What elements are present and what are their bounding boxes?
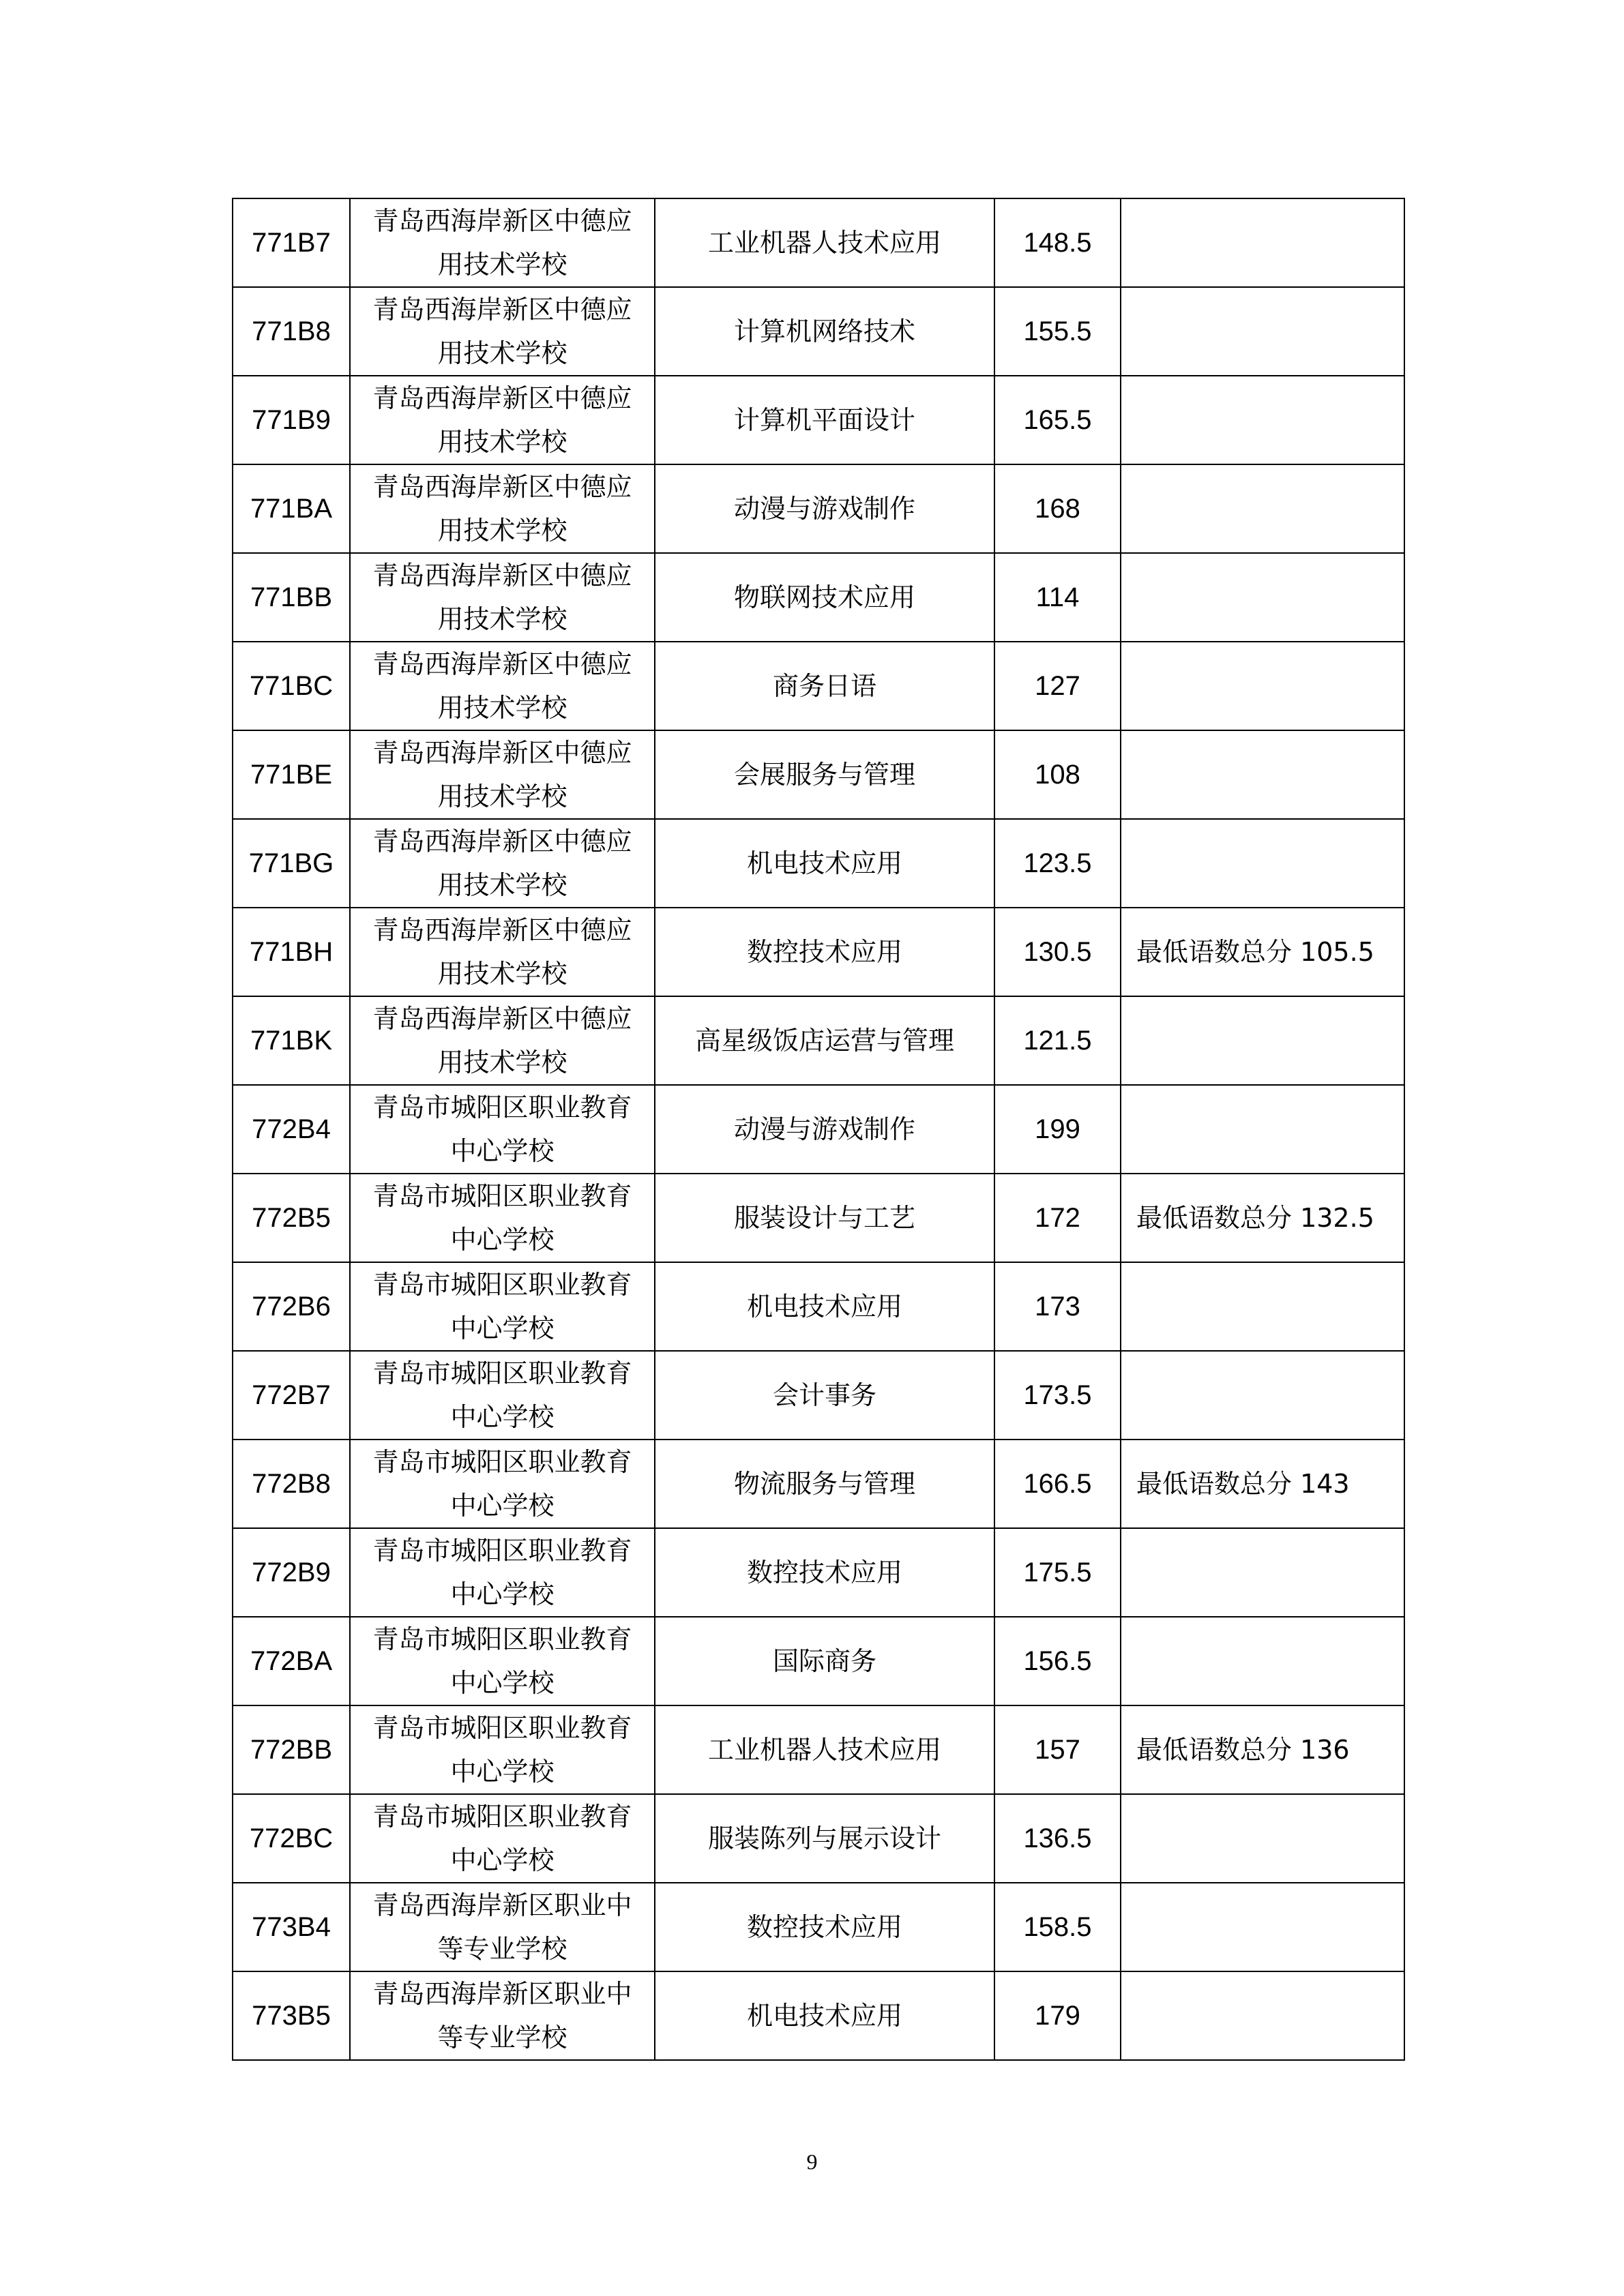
cell-code: 771BK xyxy=(233,996,350,1085)
cell-note: 最低语数总分 132.5 xyxy=(1121,1174,1404,1262)
cell-major: 服装陈列与展示设计 xyxy=(655,1794,994,1883)
table-row xyxy=(233,1528,1404,1617)
cell-note xyxy=(1121,198,1404,287)
table-row xyxy=(233,908,1404,996)
cell-min-score: 172 xyxy=(994,1174,1121,1262)
table-row xyxy=(233,819,1404,908)
cell-major: 数控技术应用 xyxy=(655,1528,994,1617)
table-body xyxy=(233,198,1404,2060)
cell-school: 青岛西海岸新区职业中等专业学校 xyxy=(350,1883,655,1971)
cell-code: 772B8 xyxy=(233,1440,350,1528)
cell-major: 动漫与游戏制作 xyxy=(655,1085,994,1174)
cell-school: 青岛西海岸新区中德应用技术学校 xyxy=(350,287,655,376)
cell-note xyxy=(1121,464,1404,553)
cell-major: 会计事务 xyxy=(655,1351,994,1440)
cell-school: 青岛西海岸新区中德应用技术学校 xyxy=(350,730,655,819)
table-row xyxy=(233,198,1404,287)
cell-code: 771B7 xyxy=(233,198,350,287)
cell-note xyxy=(1121,1085,1404,1174)
cell-school: 青岛西海岸新区中德应用技术学校 xyxy=(350,819,655,908)
cell-note xyxy=(1121,996,1404,1085)
cell-code: 772B6 xyxy=(233,1262,350,1351)
cell-major: 商务日语 xyxy=(655,642,994,730)
table-row xyxy=(233,1617,1404,1705)
table-row xyxy=(233,1174,1404,1262)
cell-major: 工业机器人技术应用 xyxy=(655,1705,994,1794)
cell-min-score: 158.5 xyxy=(994,1883,1121,1971)
cell-code: 772B9 xyxy=(233,1528,350,1617)
cell-code: 772B4 xyxy=(233,1085,350,1174)
cell-note xyxy=(1121,1617,1404,1705)
cell-min-score: 166.5 xyxy=(994,1440,1121,1528)
cell-note xyxy=(1121,1971,1404,2060)
cell-code: 771B8 xyxy=(233,287,350,376)
cell-min-score: 123.5 xyxy=(994,819,1121,908)
cell-code: 772B5 xyxy=(233,1174,350,1262)
cell-note xyxy=(1121,642,1404,730)
cell-note xyxy=(1121,1794,1404,1883)
cell-major: 计算机网络技术 xyxy=(655,287,994,376)
cell-note xyxy=(1121,1528,1404,1617)
table-row xyxy=(233,642,1404,730)
cell-school: 青岛市城阳区职业教育中心学校 xyxy=(350,1351,655,1440)
page-number: 9 xyxy=(806,2149,818,2174)
cell-code: 772BA xyxy=(233,1617,350,1705)
cell-min-score: 155.5 xyxy=(994,287,1121,376)
cell-major: 服装设计与工艺 xyxy=(655,1174,994,1262)
cell-note: 最低语数总分 136 xyxy=(1121,1705,1404,1794)
cell-major: 物流服务与管理 xyxy=(655,1440,994,1528)
table-row xyxy=(233,1883,1404,1971)
table-row xyxy=(233,287,1404,376)
cell-min-score: 130.5 xyxy=(994,908,1121,996)
cell-code: 772BC xyxy=(233,1794,350,1883)
cell-school: 青岛市城阳区职业教育中心学校 xyxy=(350,1617,655,1705)
cell-note xyxy=(1121,553,1404,642)
cell-min-score: 199 xyxy=(994,1085,1121,1174)
table-row xyxy=(233,730,1404,819)
cell-min-score: 156.5 xyxy=(994,1617,1121,1705)
cell-code: 771BH xyxy=(233,908,350,996)
cell-school: 青岛西海岸新区职业中等专业学校 xyxy=(350,1971,655,2060)
cell-note xyxy=(1121,730,1404,819)
table-row xyxy=(233,996,1404,1085)
cell-min-score: 173 xyxy=(994,1262,1121,1351)
cell-school: 青岛西海岸新区中德应用技术学校 xyxy=(350,642,655,730)
table-row xyxy=(233,1705,1404,1794)
cell-school: 青岛市城阳区职业教育中心学校 xyxy=(350,1794,655,1883)
cell-note xyxy=(1121,1351,1404,1440)
cell-note xyxy=(1121,287,1404,376)
cell-major: 机电技术应用 xyxy=(655,1971,994,2060)
cell-school: 青岛西海岸新区中德应用技术学校 xyxy=(350,908,655,996)
cell-note xyxy=(1121,1262,1404,1351)
cell-major: 工业机器人技术应用 xyxy=(655,198,994,287)
cell-code: 771BA xyxy=(233,464,350,553)
cell-major: 计算机平面设计 xyxy=(655,376,994,464)
cell-major: 高星级饭店运营与管理 xyxy=(655,996,994,1085)
cell-code: 771BB xyxy=(233,553,350,642)
cell-code: 771BE xyxy=(233,730,350,819)
cell-note xyxy=(1121,819,1404,908)
cell-code: 771BG xyxy=(233,819,350,908)
table-row xyxy=(233,464,1404,553)
cell-school: 青岛西海岸新区中德应用技术学校 xyxy=(350,996,655,1085)
cell-major: 数控技术应用 xyxy=(655,1883,994,1971)
cell-school: 青岛市城阳区职业教育中心学校 xyxy=(350,1528,655,1617)
cell-major: 国际商务 xyxy=(655,1617,994,1705)
admission-score-table xyxy=(232,198,1405,2061)
cell-code: 771BC xyxy=(233,642,350,730)
cell-school: 青岛市城阳区职业教育中心学校 xyxy=(350,1174,655,1262)
cell-min-score: 173.5 xyxy=(994,1351,1121,1440)
cell-min-score: 127 xyxy=(994,642,1121,730)
cell-school: 青岛市城阳区职业教育中心学校 xyxy=(350,1705,655,1794)
cell-major: 机电技术应用 xyxy=(655,1262,994,1351)
cell-school: 青岛西海岸新区中德应用技术学校 xyxy=(350,376,655,464)
cell-code: 773B4 xyxy=(233,1883,350,1971)
cell-code: 773B5 xyxy=(233,1971,350,2060)
cell-code: 772BB xyxy=(233,1705,350,1794)
table-row xyxy=(233,376,1404,464)
cell-school: 青岛市城阳区职业教育中心学校 xyxy=(350,1262,655,1351)
cell-school: 青岛市城阳区职业教育中心学校 xyxy=(350,1440,655,1528)
table-row xyxy=(233,553,1404,642)
cell-note: 最低语数总分 143 xyxy=(1121,1440,1404,1528)
cell-min-score: 179 xyxy=(994,1971,1121,2060)
cell-min-score: 121.5 xyxy=(994,996,1121,1085)
cell-note: 最低语数总分 105.5 xyxy=(1121,908,1404,996)
cell-major: 数控技术应用 xyxy=(655,908,994,996)
cell-school: 青岛西海岸新区中德应用技术学校 xyxy=(350,553,655,642)
cell-min-score: 148.5 xyxy=(994,198,1121,287)
table-row xyxy=(233,1440,1404,1528)
cell-min-score: 165.5 xyxy=(994,376,1121,464)
cell-min-score: 136.5 xyxy=(994,1794,1121,1883)
cell-major: 动漫与游戏制作 xyxy=(655,464,994,553)
table-row xyxy=(233,1794,1404,1883)
cell-min-score: 114 xyxy=(994,553,1121,642)
table-row xyxy=(233,1085,1404,1174)
cell-major: 物联网技术应用 xyxy=(655,553,994,642)
admission-table-container xyxy=(232,198,1404,2061)
cell-code: 771B9 xyxy=(233,376,350,464)
cell-code: 772B7 xyxy=(233,1351,350,1440)
table-row xyxy=(233,1262,1404,1351)
cell-note xyxy=(1121,1883,1404,1971)
cell-min-score: 168 xyxy=(994,464,1121,553)
cell-school: 青岛西海岸新区中德应用技术学校 xyxy=(350,198,655,287)
cell-min-score: 108 xyxy=(994,730,1121,819)
cell-min-score: 157 xyxy=(994,1705,1121,1794)
table-row xyxy=(233,1971,1404,2060)
cell-note xyxy=(1121,376,1404,464)
cell-school: 青岛西海岸新区中德应用技术学校 xyxy=(350,464,655,553)
cell-school: 青岛市城阳区职业教育中心学校 xyxy=(350,1085,655,1174)
table-row xyxy=(233,1351,1404,1440)
cell-major: 会展服务与管理 xyxy=(655,730,994,819)
cell-min-score: 175.5 xyxy=(994,1528,1121,1617)
cell-major: 机电技术应用 xyxy=(655,819,994,908)
